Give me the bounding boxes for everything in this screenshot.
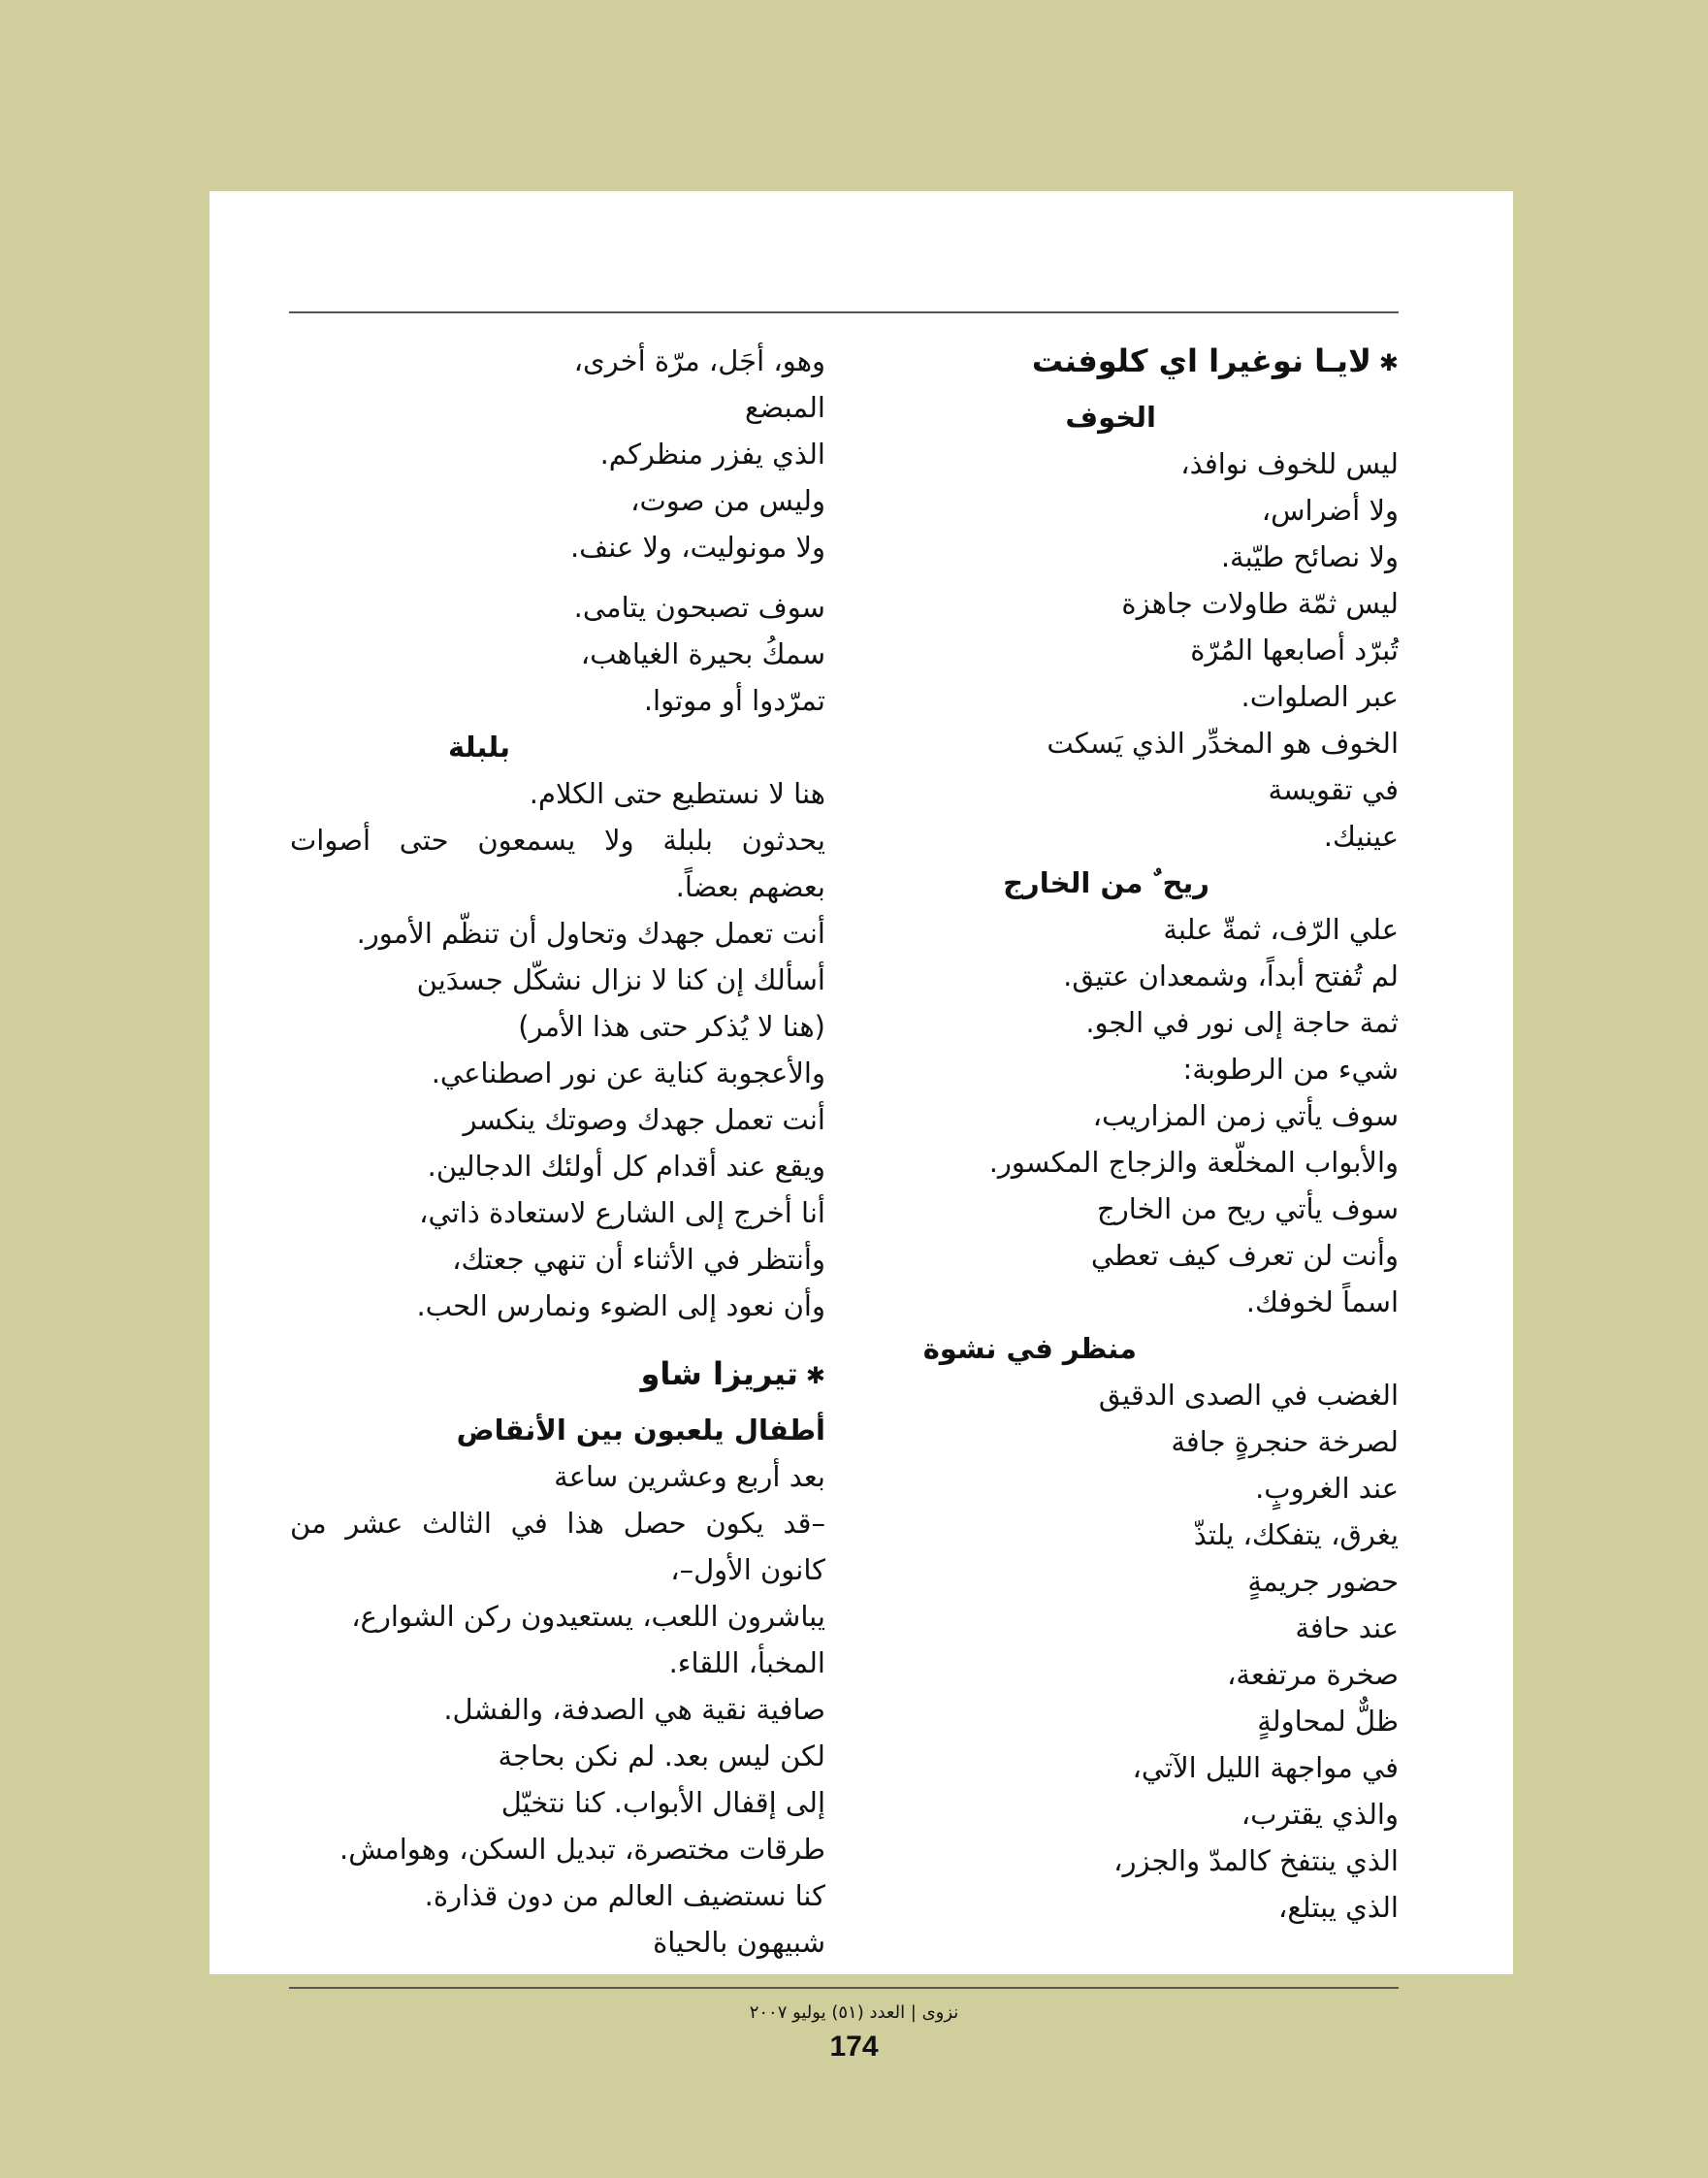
verse-line: (هنا لا يُذكر حتى هذا الأمر) [518,1010,825,1043]
bottom-rule [289,1987,1399,1989]
author-heading [290,1350,825,1407]
poem-lines [923,440,1399,860]
poem-title: ريح ٌ من الخارج [1003,866,1209,899]
verse-line: المخبأ، اللقاء. [668,1646,825,1679]
poem-title: الخوف [1065,401,1156,434]
verse-line: حضور جريمةٍ [1247,1565,1399,1598]
top-rule [289,311,1399,313]
verse-line: أسألك إن كنا لا نزال نشكّل جسدَين [416,963,825,996]
verse-line: بعد أربع وعشرين ساعة [554,1460,825,1493]
verse-line: ويقع عند أقدام كل أولئك الدجالين. [427,1150,825,1183]
verse-line: سوف تصبحون يتامى. [573,591,825,624]
verse-line: عند الغروبٍ. [1255,1472,1399,1505]
verse-line: تُبرّد أصابعها المُرّة [1190,634,1399,666]
verse-line: الخوف هو المخدِّر الذي يَسكت [1047,727,1399,760]
poem-title: أطفال يلعبون بين الأنقاض [456,1414,825,1447]
poem-lines [923,1372,1399,1931]
verse-line: صخرة مرتفعة، [1227,1658,1399,1691]
verse-line: والأعجوبة كناية عن نور اصطناعي. [431,1056,825,1089]
verse-line: عينيك. [1323,820,1399,853]
verse-line: صافية نقية هي الصدفة، والفشل. [443,1693,825,1726]
verse-line: شبيهون بالحياة [653,1926,825,1959]
verse-line: وهو، أجَل، مرّة أخرى، [573,344,825,377]
verse-line: لكن ليس بعد. لم نكن بحاجة [498,1739,825,1772]
verse-line: في تقويسة [1268,773,1399,806]
stanza-gap [290,570,825,584]
right-column [923,338,1399,1931]
section-gap [290,1329,825,1350]
verse-line-justified: –قد يكون حصل هذا في الثالث عشر من [290,1507,825,1540]
verse-line: الذي يفزر منظركم. [599,438,825,471]
poem-lines [290,770,825,1329]
verse-line: المبضع [745,391,825,424]
verse-line: شيء من الرطوبة: [1182,1053,1399,1086]
verse-line: يباشرون اللعب، يستعيدون ركن الشوارع، [351,1600,825,1633]
stanza [290,338,825,570]
verse-line: ثمة حاجة إلى نور في الجو. [1085,1006,1399,1039]
verse-line: ولا نصائح طيّبة. [1220,540,1399,573]
author-name: تيريزا شاو [640,1355,798,1392]
verse-line: تمرّدوا أو موتوا. [643,684,825,717]
asterisk-icon: ✱ [1378,349,1399,376]
verse-line: ظلٌّ لمحاولةٍ [1257,1705,1399,1738]
left-column [290,338,825,1966]
verse-line: أنت تعمل جهدك وتحاول أن تنظّم الأمور. [356,917,825,950]
verse-line: ولا مونوليت، ولا عنف. [569,531,825,564]
verse-line: لصرخة حنجرةٍ جافة [1171,1425,1399,1458]
verse-line: سوف يأتي ريح من الخارج [1097,1192,1399,1225]
verse-line: عند حافة [1295,1611,1399,1644]
verse-line: وأن نعود إلى الضوء ونمارس الحب. [416,1289,825,1322]
poem-title: بلبلة [448,731,510,764]
verse-line: الغضب في الصدى الدقيق [1098,1379,1399,1412]
page-footer [0,2000,1708,2068]
verse-line: في مواجهة الليل الآتي، [1132,1751,1399,1784]
verse-line: وأنت لن تعرف كيف تعطي [1090,1239,1399,1272]
verse-line: لم تُفتح أبداً، وشمعدان عتيق. [1063,959,1399,992]
verse-line: إلى إقفال الأبواب. كنا نتخيّل [500,1786,825,1819]
issue-reference: نزوى | العدد (٥١) يوليو ٢٠٠٧ [749,2002,959,2023]
verse-line: عبر الصلوات. [1241,680,1399,713]
verse-line: والذي يقترب، [1241,1798,1399,1831]
verse-line: ليس للخوف نوافذ، [1180,447,1399,480]
page-number: 174 [829,2031,879,2063]
poem-lines [923,906,1399,1325]
verse-line: علي الرّف، ثمةّ علبة [1163,913,1399,946]
verse-line-justified: يحدثون بلبلة ولا يسمعون حتى أصوات [290,824,825,857]
verse-line: ليس ثمّة طاولات جاهزة [1121,587,1399,620]
verse-line: كنا نستضيف العالم من دون قذارة. [424,1879,825,1912]
verse-line: وأنتظر في الأثناء أن تنهي جعتك، [452,1243,825,1276]
verse-line: ولا أضراس، [1261,494,1399,527]
verse-line: الذي يبتلع، [1277,1891,1399,1924]
verse-line: والأبواب المخلّعة والزجاج المكسور. [988,1146,1399,1179]
stanza [290,584,825,724]
verse-line: كانون الأول–، [670,1553,825,1586]
verse-line: بعضهم بعضاً. [675,870,825,903]
verse-line: هنا لا نستطيع حتى الكلام. [529,777,825,810]
verse-line: الذي ينتفخ كالمدّ والجزر، [1113,1844,1399,1877]
poem-lines [290,1453,825,1966]
verse-line: سمكُ بحيرة الغياهب، [580,637,825,670]
verse-line: وليس من صوت، [630,484,825,517]
verse-line: اسماً لخوفك. [1245,1285,1399,1318]
asterisk-icon: ✱ [805,1362,825,1389]
author-name: لايـا نوغيرا اي كلوفنت [1031,342,1371,379]
verse-line: يغرق، يتفكك، يلتذّ [1193,1518,1399,1551]
author-heading [923,338,1399,394]
verse-line: طرقات مختصرة، تبديل السكن، وهوامش. [338,1833,825,1866]
verse-line: سوف يأتي زمن المزاريب، [1092,1099,1399,1132]
verse-line: أنا أخرج إلى الشارع لاستعادة ذاتي، [419,1196,825,1229]
poem-title: منظر في نشوة [922,1332,1137,1365]
verse-line: أنت تعمل جهدك وصوتك ينكسر [463,1103,825,1136]
